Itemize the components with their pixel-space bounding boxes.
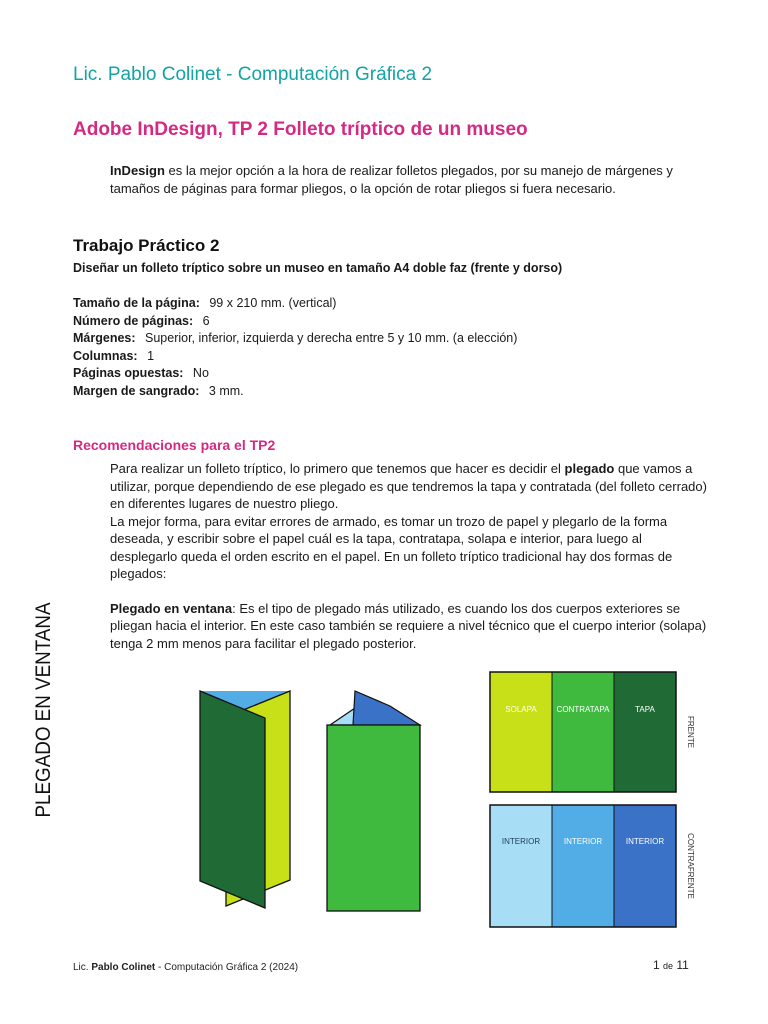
- rec-bold: plegado: [564, 461, 615, 476]
- front-panel-lime: [490, 672, 552, 792]
- document-title: Adobe InDesign, TP 2 Folleto tríptico de un museo: [73, 119, 528, 140]
- intro-text: es la mejor opción a la hora de realizar folletos plegados, por su manejo de márgenes y tamaños de páginas para formar pliegos, o la opción de rotar pliegos si fuera necesario.: [110, 163, 673, 196]
- back-panel-light-blue: [490, 805, 552, 927]
- spec-label: Páginas opuestas:: [73, 366, 184, 380]
- back-panel-mid-blue: [552, 805, 614, 927]
- dark-green-panel: [200, 691, 265, 908]
- green-front-panel: [327, 725, 420, 911]
- folded-trifold-illustration: [200, 691, 290, 908]
- footer-name: Pablo Colinet: [91, 962, 156, 973]
- tp-subtitle: Diseñar un folleto tríptico sobre un museo en tamaño A4 doble faz (frente y dorso): [73, 261, 563, 275]
- panel-label-interior: INTERIOR: [501, 837, 541, 846]
- back-layout: [490, 805, 695, 927]
- side-label-frente: FRENTE: [686, 716, 695, 748]
- rec-bold: Plegado en ventana: [110, 600, 233, 616]
- back-panel-blue: [614, 805, 676, 927]
- footer-text: Lic.: [73, 962, 92, 973]
- tp-heading: Trabajo Práctico 2: [73, 236, 220, 255]
- footer-credit: [73, 962, 298, 973]
- front-panel-dark-green: [614, 672, 676, 792]
- front-panel-green: [552, 672, 614, 792]
- page-number: 1: [653, 958, 660, 972]
- page-indicator: [653, 958, 689, 972]
- side-label-contrafrente: CONTRAFRENTE: [686, 833, 695, 899]
- rec-text: que vamos a utilizar, porque dependiendo de ese plegado es que tendremos la tapa y contratada (del folleto cerrado) en diferentes lugares de nuestro pliego.: [110, 461, 707, 511]
- blue-flap: [353, 691, 420, 725]
- recommendations-heading: Recomendaciones para el TP2: [73, 437, 276, 453]
- spec-label: Tamaño de la página:: [73, 296, 200, 310]
- intro-bold: InDesign: [110, 163, 165, 178]
- panel-label-contratapa: CONTRATAPA: [556, 705, 610, 714]
- panel-label-tapa: TAPA: [635, 705, 655, 714]
- spec-value: 3 mm.: [205, 383, 244, 398]
- spec-label: Número de páginas:: [73, 313, 194, 328]
- footer-text: - Computación Gráfica 2 (2024): [155, 962, 299, 973]
- spec-label: Margen de sangrado:: [73, 383, 200, 398]
- spec-label: Márgenes:: [73, 331, 136, 345]
- spec-value: No: [189, 366, 209, 380]
- panel-label-interior: INTERIOR: [563, 837, 603, 846]
- rec-text: Para realizar un folleto tríptico, lo primero que tenemos que hacer es decidir el: [110, 461, 565, 476]
- spec-value: 6: [199, 313, 210, 328]
- spec-label: Columnas:: [73, 348, 138, 363]
- spec-value: 99 x 210 mm. (vertical): [205, 296, 337, 310]
- page-total: 11: [676, 958, 689, 972]
- spec-value: 1: [143, 348, 155, 363]
- spec-value: Superior, inferior, izquierda y derecha entre 5 y 10 mm. (a elección): [141, 331, 518, 345]
- page-of: de: [663, 961, 674, 971]
- rec-paragraph-2: La mejor forma, para evitar errores de armado, es tomar un trozo de papel y plegarlo de la forma deseada, y escribir sobre el papel cuál es la tapa, contratapa, solapa e interior, para luego al desplegarlo queda el orden escrito en el papel. En un folleto tríptico tradicional hay dos formas de plegados:: [110, 513, 673, 581]
- author-heading: Lic. Pablo Colinet - Computación Gráfica 2: [73, 64, 433, 85]
- front-layout: [490, 672, 695, 792]
- vertical-label-text: PLEGADO EN VENTANA: [32, 577, 55, 818]
- panel-label-interior: INTERIOR: [625, 837, 665, 846]
- panel-label-solapa: SOLAPA: [505, 705, 537, 714]
- open-trifold-illustration: [327, 691, 420, 911]
- rec-text: : Es el tipo de plegado más utilizado, es cuando los dos cuerpos exteriores se pliegan hacia el interior. En este caso también se requiere a nivel técnico que el cuerpo interior (solapa) tenga 2 mm menos para facilitar el plegado posterior.: [110, 600, 707, 651]
